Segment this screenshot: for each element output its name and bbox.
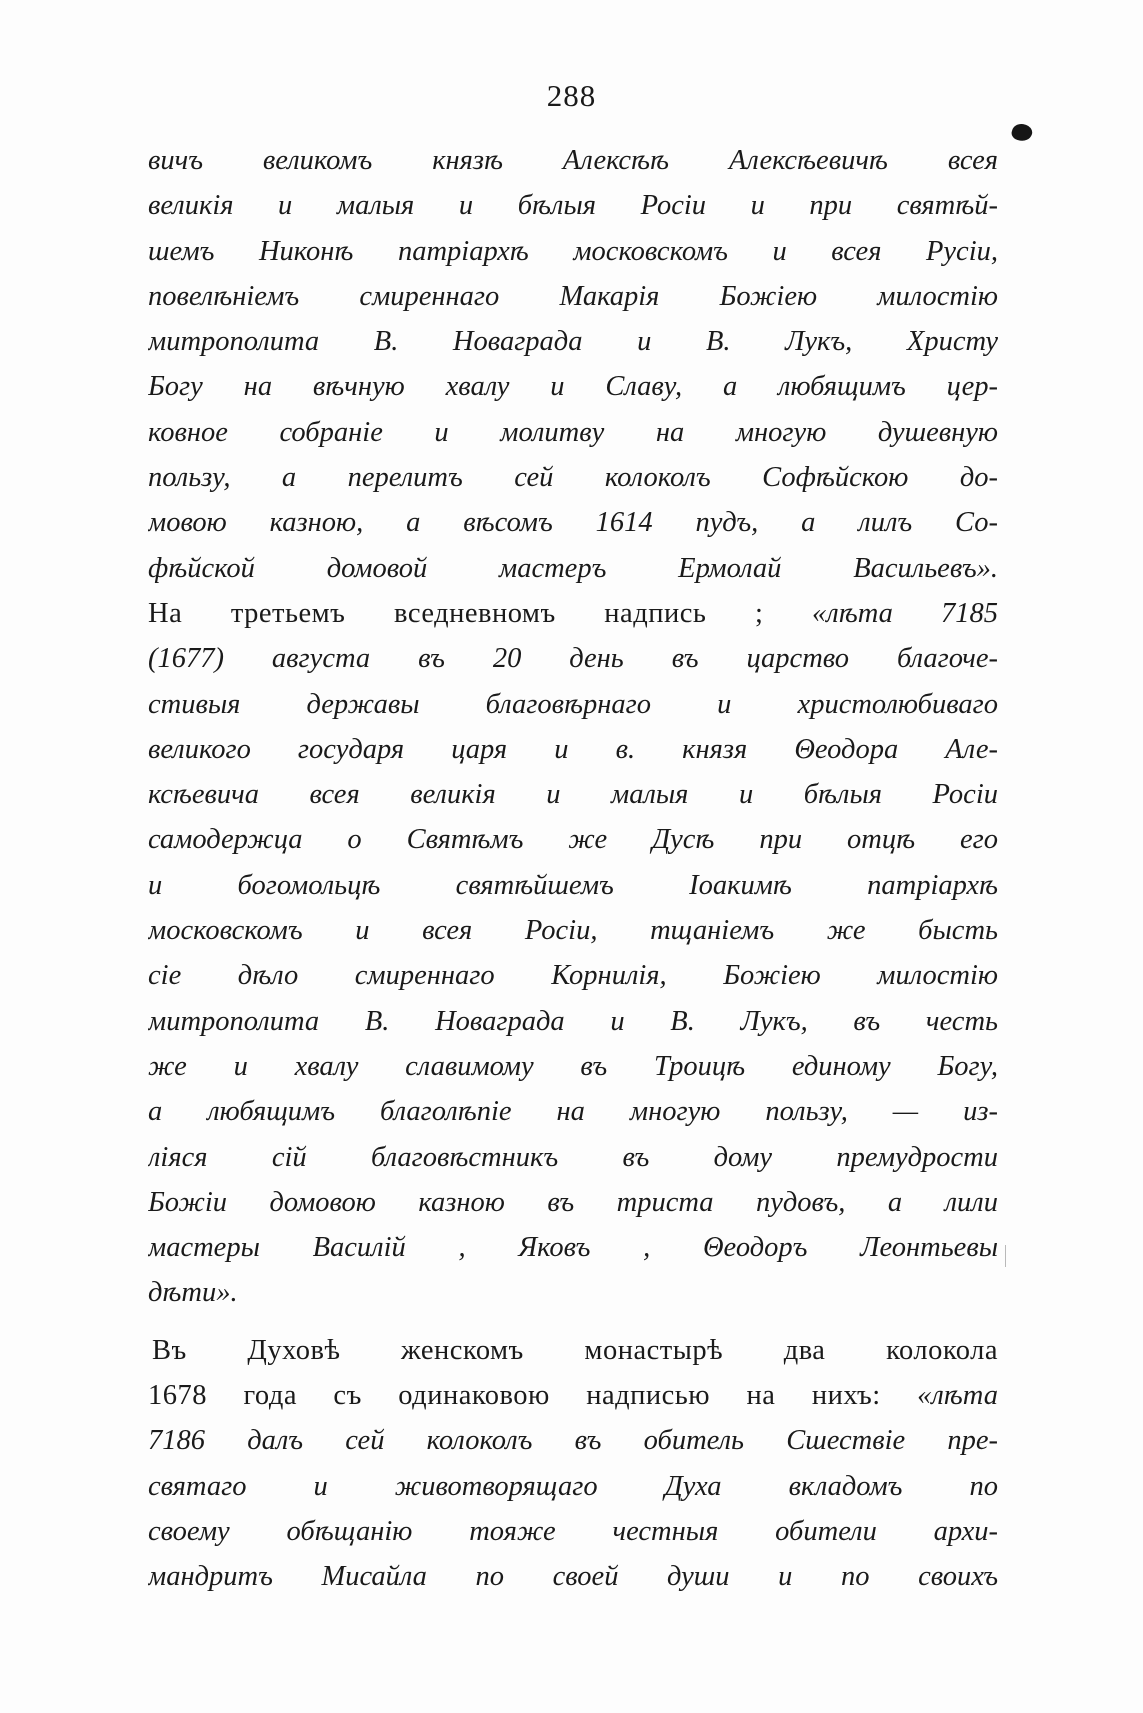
italic-text: мовою казною, а вѣсомъ 1614 пудъ, а лилъ Со-	[148, 507, 998, 539]
italic-text: а любящимъ благолѣпіе на многую пользу, — из-	[148, 1096, 998, 1128]
text-line	[148, 771, 998, 816]
italic-text: митрополита В. Новаграда и В. Лукъ, въ честь	[148, 1005, 998, 1037]
italic-text: повелѣніемъ смиреннаго Макарія Божіею милостію	[148, 280, 998, 312]
italic-text: стивыя державы благовѣрнаго и христолюбиваго	[148, 688, 998, 720]
italic-text: «лѣта 7185	[812, 597, 998, 629]
text-line	[148, 318, 998, 363]
italic-text: мандритъ Мисайла по своей души и по своихъ	[148, 1561, 998, 1593]
italic-text: великого государя царя и в. князя Θеодора Але-	[148, 733, 998, 765]
text-line	[148, 137, 998, 182]
italic-text: дѣти».	[148, 1277, 238, 1309]
text-line	[148, 1134, 998, 1179]
italic-text: святаго и животворящаго Духа вкладомъ по	[148, 1470, 998, 1502]
italic-text: «лѣта	[917, 1380, 998, 1412]
text-line	[148, 182, 998, 227]
roman-text: Въ Духовѣ женскомъ монастырѣ два колокола	[152, 1334, 998, 1366]
body-text	[148, 137, 998, 1599]
text-line	[148, 1372, 998, 1417]
italic-text: и богомольцѣ святѣйшемъ Іоакимѣ патріархѣ	[148, 869, 998, 901]
text-line	[148, 1269, 998, 1314]
italic-text: шемъ Никонѣ патріархѣ московскомъ и всея Русіи,	[148, 235, 998, 267]
italic-text: самодержца о Святѣмъ же Дусѣ при отцѣ его	[148, 824, 998, 856]
text-line	[148, 1463, 998, 1508]
italic-text: своему обѣщанію тояже честныя обители архи-	[148, 1515, 998, 1547]
text-line	[148, 1224, 998, 1269]
text-line	[148, 816, 998, 861]
roman-text: На третьемъ вседневномъ надпись ;	[148, 597, 813, 629]
italic-text: сіе дѣло смиреннаго Корнилія, Божіею милостію	[148, 960, 998, 992]
text-line	[148, 454, 998, 499]
text-line	[148, 1508, 998, 1553]
text-line	[148, 952, 998, 997]
text-line	[148, 1553, 998, 1598]
italic-text: мастеры Василій , Яковъ , Θеодоръ Леонтьевы	[148, 1232, 998, 1264]
ink-blot	[1010, 121, 1034, 143]
italic-text: же и хвалу славимому въ Троицѣ единому Богу,	[148, 1050, 998, 1082]
text-line	[148, 1043, 998, 1088]
text-line	[148, 635, 998, 680]
scan-mark	[1005, 1245, 1006, 1267]
italic-text: великія и малыя и бѣлыя Росіи и при святѣй-	[148, 190, 998, 222]
text-line	[148, 726, 998, 771]
italic-text: 7186 далъ сей колоколъ въ обитель Сшествіе пре-	[148, 1425, 998, 1457]
text-line	[148, 499, 998, 544]
italic-text: митрополита В. Новаграда и В. Лукъ, Христу	[148, 326, 998, 358]
italic-text: ксѣевича всея великія и малыя и бѣлыя Росіи	[148, 779, 998, 811]
text-line	[148, 1088, 998, 1133]
text-line	[148, 228, 998, 273]
text-line	[148, 273, 998, 318]
text-line	[148, 590, 998, 635]
text-line	[148, 998, 998, 1043]
text-line	[148, 1327, 998, 1372]
paragraph-gap	[148, 1315, 998, 1327]
italic-text: фѣйской домовой мастеръ Ермолай Васильевъ».	[148, 552, 998, 584]
text-line	[148, 545, 998, 590]
text-line	[148, 907, 998, 952]
italic-text: московскомъ и всея Росіи, тщаніемъ же бысть	[148, 915, 998, 947]
page-number: 288	[546, 78, 597, 113]
italic-text: пользу, а перелитъ сей колоколъ Софѣйскою до-	[148, 462, 998, 494]
text-line	[148, 681, 998, 726]
text-line	[148, 363, 998, 408]
italic-text: ліяся сій благовѣстникъ въ дому премудрости	[148, 1141, 998, 1173]
italic-text: Божіи домовою казною въ триста пудовъ, а лили	[148, 1186, 998, 1218]
text-line	[148, 862, 998, 907]
italic-text: (1677) августа въ 20 день въ царство благоче-	[148, 643, 998, 675]
text-line	[148, 409, 998, 454]
italic-text: Богу на вѣчную хвалу и Славу, а любящимъ цер-	[148, 371, 998, 403]
text-line	[148, 1417, 998, 1462]
text-line	[148, 1179, 998, 1224]
italic-text: вичъ великомъ князѣ Алексѣѣ Алексѣевичѣ всея	[148, 145, 998, 176]
italic-text: ковное собраніе и молитву на многую душевную	[148, 416, 998, 448]
roman-text: 1678 года съ одинаковою надписью на нихъ:	[148, 1380, 918, 1412]
